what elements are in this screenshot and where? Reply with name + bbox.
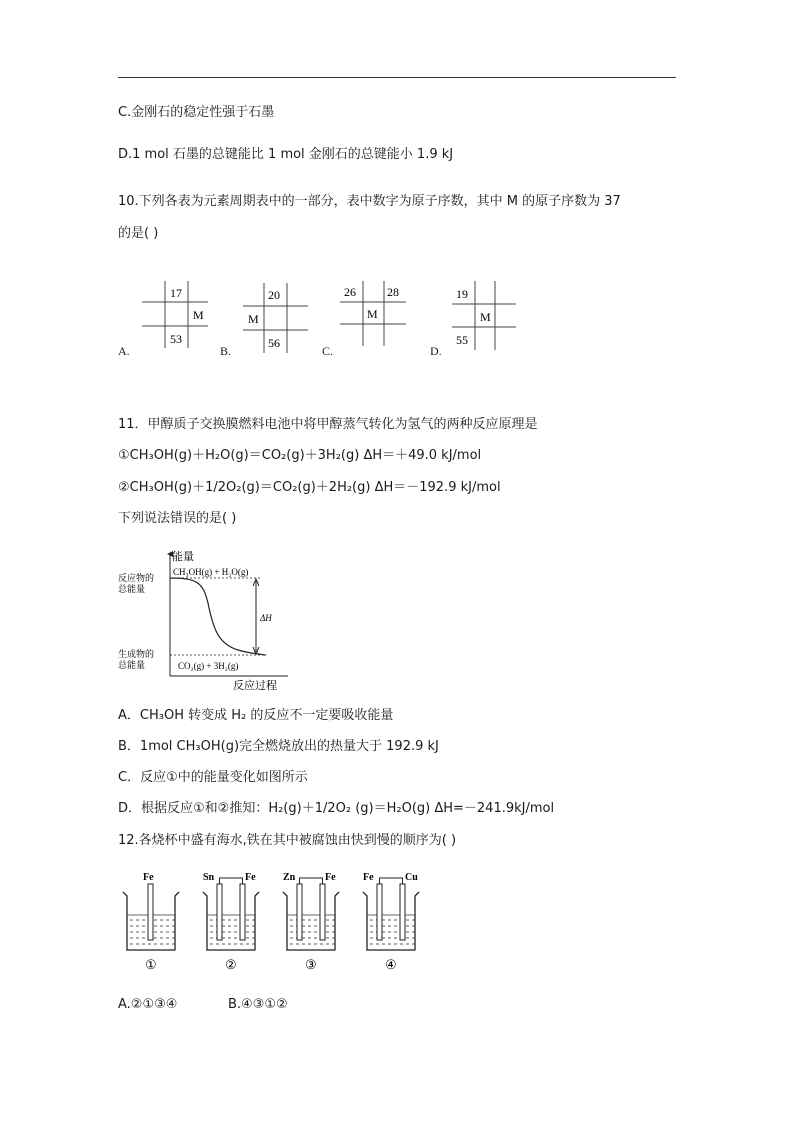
- q10-c-center: M: [367, 307, 378, 321]
- electrode: [148, 884, 153, 940]
- q10-option-d-label: D.: [430, 344, 442, 358]
- energy-diagram: [118, 548, 293, 696]
- q12-stem: 12.各烧杯中盛有海水,铁在其中被腐蚀由快到慢的顺序为( ): [118, 833, 457, 848]
- beaker-number: ④: [385, 957, 397, 972]
- q10-c-topleft: 26: [344, 285, 356, 299]
- q10-c-topright: 28: [387, 285, 399, 299]
- q11-option-c: C．反应①中的能量变化如图所示: [118, 770, 308, 785]
- beaker-2: [203, 872, 259, 972]
- q11-option-d: D．根据反应①和②推知：H₂(g)＋1/2O₂ (g)＝H₂O(g) ΔH=－241.9kJ/mol: [118, 801, 555, 816]
- beaker-body: [203, 892, 259, 950]
- beaker-number: ③: [305, 957, 317, 972]
- products-label: CO₂(g) + 3H₂(g): [178, 661, 239, 671]
- wire: [300, 878, 323, 884]
- q10-option-b-label: B.: [220, 344, 232, 358]
- q11-stem: 11．甲醇质子交换膜燃料电池中将甲醇蒸气转化为氢气的两种反应原理是: [118, 417, 538, 432]
- q11-option-b: B．1mol CH₃OH(g)完全燃烧放出的热量大于 192.9 kJ: [118, 739, 439, 754]
- energy-curve: [170, 578, 266, 655]
- beaker-body: [283, 892, 339, 950]
- q11-eq2: ②CH₃OH(g)＋1/2O₂(g)＝CO₂(g)＋2H₂(g) ΔH＝－192.9 kJ/mol: [118, 480, 501, 495]
- wire: [220, 878, 243, 884]
- electrode-left: [377, 884, 382, 940]
- reactants-label: CH₃OH(g) + H₂O(g): [173, 567, 249, 577]
- electrode-right: [320, 884, 325, 940]
- electrode-right-label: Cu: [405, 872, 418, 883]
- q10-option-c-label: C.: [322, 344, 334, 358]
- beaker-number: ②: [225, 957, 237, 972]
- q12-option-b: B.④③①②: [228, 997, 288, 1012]
- beaker-body: [363, 892, 419, 950]
- q10-b-bottom: 56: [268, 336, 280, 350]
- reactant-energy-label-1: 反应物的: [118, 574, 155, 584]
- q11-question: 下列说法错误的是( ): [118, 511, 237, 526]
- electrode-left-label: Sn: [203, 872, 215, 883]
- electrode-right-label: Fe: [325, 872, 336, 883]
- electrode-left: [297, 884, 302, 940]
- q9-option-c: C.金刚石的稳定性强于石墨: [118, 105, 275, 120]
- beaker-number: ①: [145, 957, 157, 972]
- electrode-label: Fe: [143, 872, 154, 883]
- electrode-left-label: Fe: [363, 872, 374, 883]
- q10-option-d-grid: [452, 281, 516, 350]
- q10-options-figure: [110, 278, 530, 363]
- q10-a-right: M: [193, 308, 204, 322]
- beaker-3: [283, 872, 339, 972]
- product-energy-label-2: 总能量: [118, 661, 146, 671]
- q10-d-center: M: [480, 310, 491, 324]
- q10-option-b-grid: [243, 283, 308, 353]
- electrode-right-label: Fe: [245, 872, 256, 883]
- electrode-left: [217, 884, 222, 940]
- y-axis-label: 能量: [172, 550, 194, 563]
- q10-a-top: 17: [170, 286, 182, 300]
- q9-option-d: D.1 mol 石墨的总键能比 1 mol 金刚石的总键能小 1.9 kJ: [118, 147, 454, 162]
- beaker-4: [363, 872, 419, 972]
- electrode-right: [240, 884, 245, 940]
- q10-stem-line1: 10.下列各表为元素周期表中的一部分，表中数字为原子序数，其中 M 的原子序数为 37: [118, 194, 621, 209]
- x-axis-label: 反应过程: [233, 679, 277, 692]
- dh-label: ΔH: [260, 613, 272, 623]
- wire: [380, 878, 403, 884]
- beaker-1: [123, 872, 179, 972]
- beakers-figure: [115, 870, 425, 975]
- q10-d-top: 19: [456, 287, 468, 301]
- electrode-left-label: Zn: [283, 872, 296, 883]
- q10-stem-line2: 的是( ): [118, 226, 159, 241]
- q10-a-bottom: 53: [170, 332, 182, 346]
- reactant-energy-label-2: 总能量: [118, 585, 146, 595]
- product-energy-label-1: 生成物的: [118, 650, 155, 660]
- q11-eq1: ①CH₃OH(g)＋H₂O(g)＝CO₂(g)＋3H₂(g) ΔH＝＋49.0 kJ/mol: [118, 448, 482, 463]
- q10-option-a-label: A.: [118, 344, 130, 358]
- q10-b-top: 20: [268, 288, 280, 302]
- q10-option-a-grid: [142, 281, 208, 348]
- q10-d-bottom: 55: [456, 333, 468, 347]
- q10-b-left: M: [248, 312, 259, 326]
- q10-option-c-grid: [340, 281, 406, 346]
- electrode-right: [400, 884, 405, 940]
- header-rule: [118, 77, 676, 78]
- q12-option-a: A.②①③④: [118, 997, 178, 1012]
- q11-option-a: A．CH₃OH 转变成 H₂ 的反应不一定要吸收能量: [118, 708, 394, 723]
